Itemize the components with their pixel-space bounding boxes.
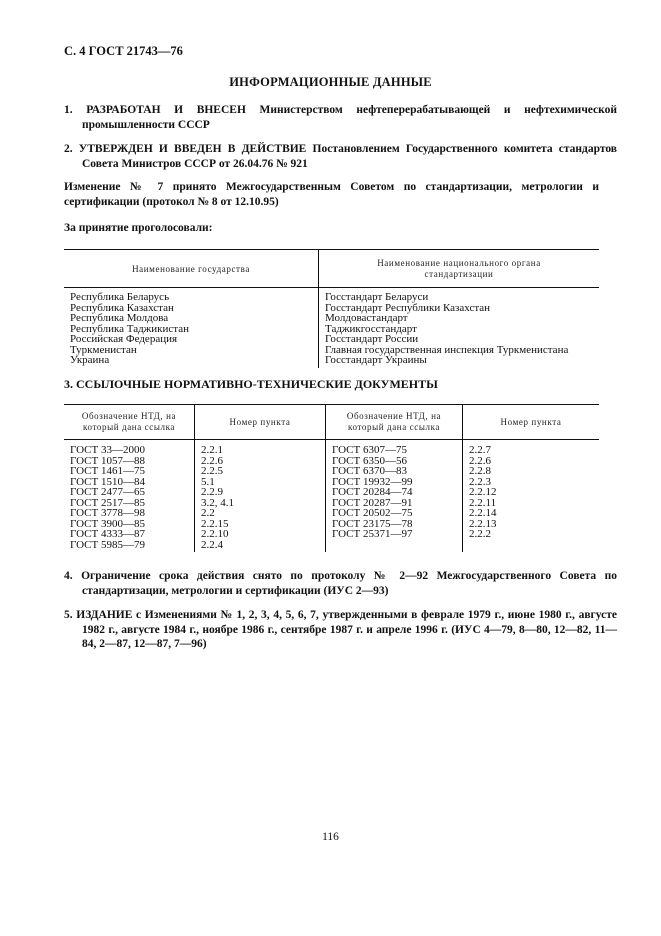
body-name: Госстандарт Беларуси bbox=[325, 291, 429, 303]
ref-clause-header-right: Номер пункта bbox=[463, 405, 600, 440]
ref-clause: 2.2.6 bbox=[469, 454, 491, 467]
ref-clause: 2.2.9 bbox=[201, 486, 223, 498]
item-1 bbox=[64, 103, 617, 132]
body-name: Госстандарт России bbox=[325, 333, 419, 345]
state-name: Туркменистан bbox=[70, 343, 137, 356]
ref-clause: 2.2.1 bbox=[201, 444, 223, 456]
ref-clauses-left bbox=[195, 440, 326, 553]
item-1-text: РАЗРАБОТАН И ВНЕСЕН Министерством нефтеперерабатывающей и нефтехимической промышленности СССР bbox=[82, 104, 617, 131]
state-name: Республика Беларусь bbox=[70, 291, 170, 303]
item-2-text: УТВЕРЖДЕН И ВВЕДЕН В ДЕЙСТВИЕ Постановлением Государственного комитета стандартов Совета Министров СССР от 26.04.76 № 921 bbox=[78, 143, 617, 170]
item-4-text: Ограничение срока действия снято по протоколу № 2—92 Межгосударственного Совета по стандартизации, метрологии и сертификации (ИУС 2—93) bbox=[81, 570, 618, 597]
states-table bbox=[64, 249, 599, 368]
item-5-number: 5. bbox=[64, 609, 73, 621]
ref-clause: 2.2.13 bbox=[469, 517, 497, 530]
ref-doc: ГОСТ 3778—98 bbox=[70, 507, 145, 519]
ref-clause: 5.1 bbox=[201, 475, 215, 488]
states-col-header: Наименование государства bbox=[64, 250, 319, 288]
amendment-note: Изменение № 7 принято Межгосударственным Советом по стандартизации, метрологии и сертификации (протокол № 8 от 12.10.95) bbox=[64, 181, 599, 208]
ref-doc: ГОСТ 3900—85 bbox=[70, 517, 145, 530]
body-name: Госстандарт Республики Казахстан bbox=[325, 301, 491, 314]
section-3-title: ССЫЛОЧНЫЕ НОРМАТИВНО-ТЕХНИЧЕСКИЕ ДОКУМЕНТЫ bbox=[76, 377, 438, 391]
ref-doc: ГОСТ 6370—83 bbox=[332, 465, 407, 477]
ref-docs-left bbox=[64, 440, 195, 553]
ref-clause: 2.2.8 bbox=[469, 465, 491, 477]
ref-clause: 2.2.7 bbox=[469, 444, 491, 456]
state-name: Республика Таджикистан bbox=[70, 322, 189, 335]
ref-doc: ГОСТ 1057—88 bbox=[70, 454, 145, 467]
ref-doc: ГОСТ 25371—97 bbox=[332, 528, 413, 540]
ref-clauses-right bbox=[463, 440, 600, 553]
voted-label: За принятие проголосовали: bbox=[64, 222, 213, 234]
item-2 bbox=[64, 142, 617, 171]
ref-clause: 2.2.4 bbox=[201, 538, 223, 551]
ref-doc: ГОСТ 20287—91 bbox=[332, 496, 413, 509]
ref-docs-right bbox=[326, 440, 463, 553]
references-table bbox=[64, 404, 599, 552]
state-name: Республика Молдова bbox=[70, 312, 169, 324]
ref-doc-header-right: Обозначение НТД, на который дана ссылка bbox=[326, 405, 463, 440]
body-name: Молдовастандарт bbox=[325, 312, 408, 324]
item-5 bbox=[64, 608, 617, 652]
item-4-number: 4. bbox=[64, 570, 73, 582]
page-header: С. 4 ГОСТ 21743—76 bbox=[64, 44, 183, 58]
item-2-number: 2. bbox=[64, 143, 73, 155]
ref-doc: ГОСТ 4333—87 bbox=[70, 528, 145, 540]
ref-doc: ГОСТ 2477—65 bbox=[70, 486, 145, 498]
ref-doc: ГОСТ 33—2000 bbox=[70, 444, 145, 456]
ref-doc: ГОСТ 6307—75 bbox=[332, 444, 407, 456]
bodies-col-header: Наименование национального органа стандартизации bbox=[319, 250, 600, 288]
ref-doc: ГОСТ 1461—75 bbox=[70, 465, 145, 477]
ref-clause: 2.2.2 bbox=[469, 528, 491, 540]
ref-doc: ГОСТ 2517—85 bbox=[70, 496, 145, 509]
item-4 bbox=[64, 569, 617, 598]
ref-clause: 2.2.15 bbox=[201, 517, 229, 530]
ref-doc: ГОСТ 6350—56 bbox=[332, 454, 407, 467]
ref-doc: ГОСТ 19932—99 bbox=[332, 475, 413, 488]
state-name: Украина bbox=[70, 354, 110, 366]
ref-doc: ГОСТ 23175—78 bbox=[332, 517, 413, 530]
ref-clause-header-left: Номер пункта bbox=[195, 405, 326, 440]
item-5-text: ИЗДАНИЕ с Изменениями № 1, 2, 3, 4, 5, 6, 7, утвержденными в феврале 1979 г., июне 1980 г., августе 1982 г., августе 1984 г., ноябре 1986 г., сентябре 1987 г. и апреле 1996 г. (ИУС 4—79, 8—80, 12—82, 11—84, 2—87, 12—87, 7—96) bbox=[76, 609, 618, 650]
item-1-number: 1. bbox=[64, 104, 73, 116]
ref-clause: 2.2 bbox=[201, 507, 215, 519]
ref-clause: 2.2.3 bbox=[469, 475, 491, 488]
states-cell bbox=[64, 288, 319, 368]
body-name: Госстандарт Украины bbox=[325, 354, 427, 366]
ref-clause: 3.2, 4.1 bbox=[201, 496, 234, 509]
ref-clause: 2.2.11 bbox=[469, 496, 497, 509]
ref-doc: ГОСТ 20502—75 bbox=[332, 507, 413, 519]
ref-doc-header-left: Обозначение НТД, на который дана ссылка bbox=[64, 405, 195, 440]
ref-doc: ГОСТ 5985—79 bbox=[70, 538, 145, 551]
page-number: 116 bbox=[322, 831, 339, 843]
ref-clause: 2.2.5 bbox=[201, 465, 223, 477]
ref-doc: ГОСТ 1510—84 bbox=[70, 475, 145, 488]
section-3-number: 3. bbox=[64, 377, 73, 391]
bodies-cell bbox=[319, 288, 600, 368]
state-name: Российская Федерация bbox=[70, 333, 178, 345]
ref-clause: 2.2.10 bbox=[201, 528, 229, 540]
body-name: Таджикгосстандарт bbox=[325, 322, 417, 335]
section-3-heading bbox=[64, 377, 599, 392]
ref-clause: 2.2.14 bbox=[469, 507, 497, 519]
ref-clause: 2.2.6 bbox=[201, 454, 223, 467]
ref-doc: ГОСТ 20284—74 bbox=[332, 486, 413, 498]
state-name: Республика Казахстан bbox=[70, 301, 174, 314]
body-name: Главная государственная инспекция Туркменистана bbox=[325, 343, 569, 356]
section-title: ИНФОРМАЦИОННЫЕ ДАННЫЕ bbox=[229, 75, 432, 89]
ref-clause: 2.2.12 bbox=[469, 486, 497, 498]
